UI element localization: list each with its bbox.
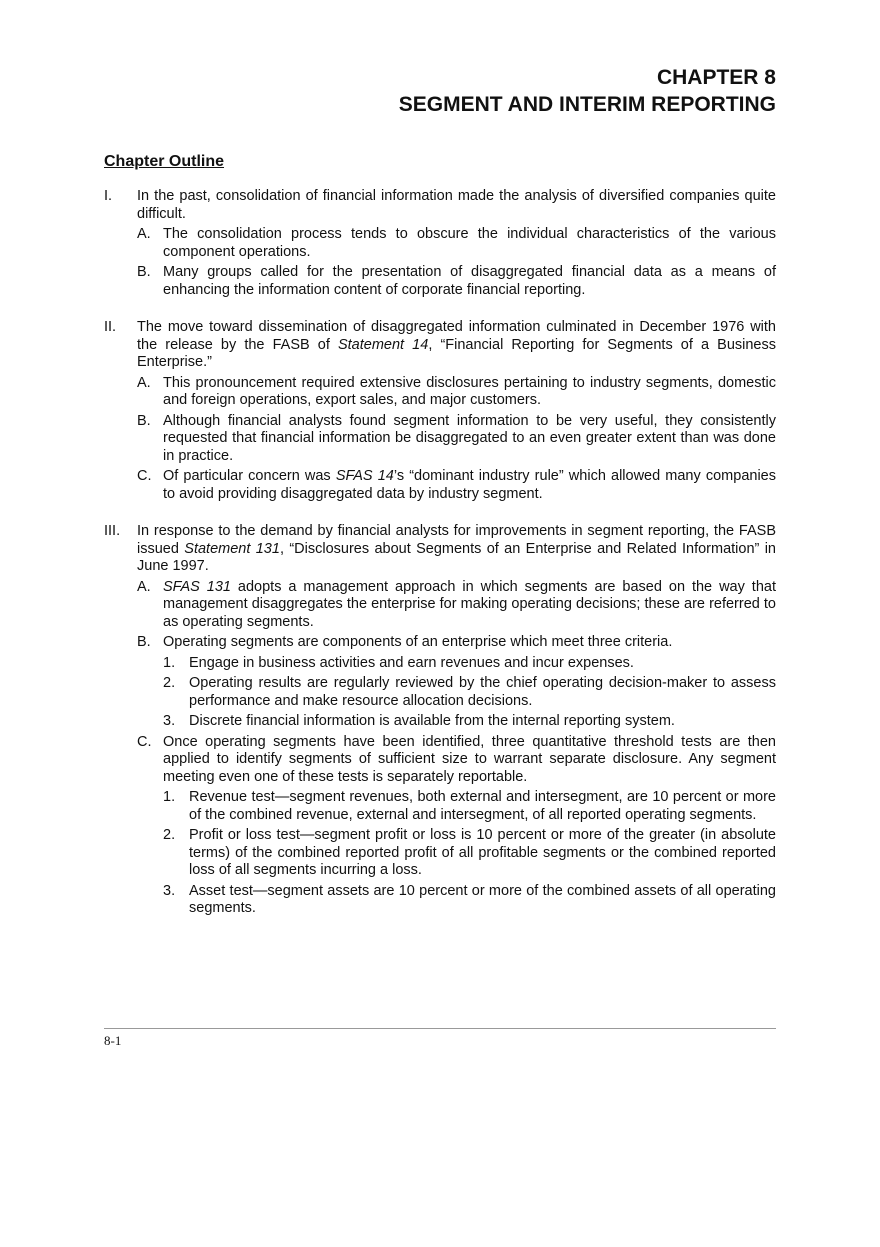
item-text: Operating results are regularly reviewed by the chief operating decision-maker to assess performance and make resource allocation decisions. — [189, 675, 776, 709]
item-label: B. — [137, 412, 151, 429]
section-3-a — [104, 579, 776, 632]
section-number: I. — [104, 188, 113, 204]
section-1-b — [104, 264, 776, 299]
item-label: 3. — [163, 713, 176, 729]
section-3-c-1 — [104, 789, 776, 824]
item-label: 1. — [163, 789, 176, 805]
section-2-c — [104, 468, 776, 503]
item-text: Although financial analysts found segment information to be very useful, they consistently requested that financial information be disaggregated to an even greater extent than was done in practice. — [163, 412, 776, 464]
chapter-heading — [399, 64, 776, 118]
item-label: 2. — [163, 675, 176, 691]
item-label: 3. — [163, 882, 176, 899]
section-text: The move toward dissemination of disaggregated information culminated in December 1976 with the release by the FASB of Statement 14, “Financial Reporting for Segments of a Business Enterprise.” — [137, 319, 776, 370]
item-label: C. — [137, 733, 152, 750]
item-text: SFAS 131 adopts a management approach in which segments are based on the way that management disaggregates the enterprise for making operating decisions; these are referred to as operating segments. — [163, 578, 776, 630]
section-3-b-3 — [104, 713, 776, 731]
page-number: 8-1 — [104, 1033, 122, 1048]
item-text: Asset test—segment assets are 10 percent or more of the combined assets of all operating segments. — [189, 882, 776, 916]
section-1-a — [104, 226, 776, 261]
item-label: C. — [137, 468, 152, 484]
item-text: Many groups called for the presentation of disaggregated financial data as a means of enhancing the information content of corporate financial reporting. — [163, 264, 776, 298]
item-text: Discrete financial information is available from the internal reporting system. — [189, 713, 675, 729]
item-text: Engage in business activities and earn revenues and incur expenses. — [189, 654, 634, 671]
section-3 — [104, 523, 776, 576]
footer-divider — [104, 1028, 776, 1029]
section-2-b — [104, 413, 776, 466]
section-number: II. — [104, 319, 117, 335]
section-3-c — [104, 734, 776, 787]
item-label: 2. — [163, 827, 176, 843]
section-2 — [104, 319, 776, 372]
section-number: III. — [104, 523, 121, 539]
item-text: Of particular concern was SFAS 14’s “dominant industry rule” which allowed many companies to avoid providing disaggregated data by industry segment. — [163, 468, 776, 502]
section-3-b-2 — [104, 675, 776, 710]
item-text: Profit or loss test—segment profit or loss is 10 percent or more of the greater (in absolute terms) of the combined reported profit of all profitable segments or the combined reported loss of all segments incurring a loss. — [189, 827, 776, 878]
item-text: Revenue test—segment revenues, both external and intersegment, are 10 percent or more of the combined revenue, external and intersegment, of all reported operating segments. — [189, 789, 776, 823]
item-label: B. — [137, 634, 151, 650]
section-3-b — [104, 634, 776, 652]
section-text: In response to the demand by financial analysts for improvements in segment reporting, the FASB issued Statement 131, “Disclosures about Segments of an Enterprise and Related Information” in June 1997. — [137, 523, 776, 574]
section-text: In the past, consolidation of financial information made the analysis of diversified companies quite difficult. — [137, 188, 776, 222]
item-label: B. — [137, 264, 151, 280]
section-2-a — [104, 375, 776, 410]
outline-title: Chapter Outline — [104, 153, 225, 170]
section-3-c-2 — [104, 827, 776, 880]
item-label: A. — [137, 226, 151, 242]
chapter-number: CHAPTER 8 — [656, 66, 776, 89]
outline-content — [104, 188, 776, 918]
chapter-title: SEGMENT AND INTERIM REPORTING — [398, 93, 776, 116]
item-label: A. — [137, 578, 151, 595]
item-text: Operating segments are components of an enterprise which meet three criteria. — [163, 634, 673, 650]
section-3-c-3 — [104, 883, 776, 918]
item-label: A. — [137, 374, 151, 391]
item-label: 1. — [163, 654, 176, 671]
section-3-b-1 — [104, 655, 776, 673]
section-1 — [104, 188, 776, 223]
item-text: The consolidation process tends to obscure the individual characteristics of the various component operations. — [163, 226, 776, 260]
item-text: Once operating segments have been identified, three quantitative threshold tests are then applied to identify segments of sufficient size to warrant separate disclosure. Any segment meeting even one of these tests is separately reportable. — [163, 733, 776, 785]
item-text: This pronouncement required extensive disclosures pertaining to industry segments, domestic and foreign operations, export sales, and major customers. — [163, 374, 776, 408]
